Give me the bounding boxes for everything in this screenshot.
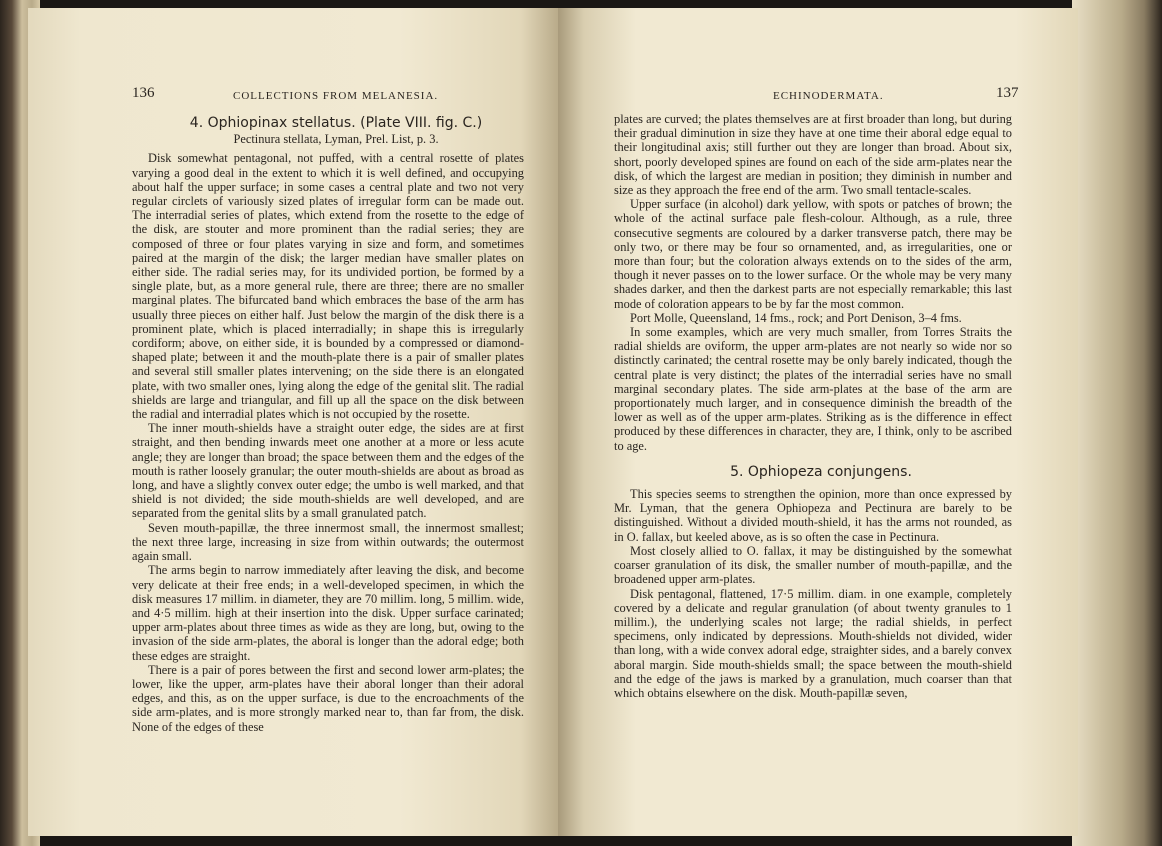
paragraph: The arms begin to narrow immediately after leaving the disk, and become very delicate at their free ends; in a well-developed specimen, in which the disk measures 17 millim. in diameter, they are 70 millim. long, 5 millim. wide, and 4·5 millim. high at their insertion into the disk. Upper surface carinated; upper arm-plates about three times as wide as they are long, but, owing to the invasion of the side arm-plates, the aboral is longer than the adoral edge; both these edges are straight. xyxy=(132,563,524,663)
paragraph: Port Molle, Queensland, 14 fms., rock; and Port Denison, 3–4 fms. xyxy=(630,310,962,325)
synonym-line: Pectinura stellata, Lyman, Prel. List, p. 3. xyxy=(233,132,439,147)
page-number: 136 xyxy=(132,85,155,101)
right-page-edges xyxy=(1072,0,1162,846)
paragraph: Disk somewhat pentagonal, not puffed, with a central rosette of plates varying a good deal in the extent to which it is well defined, and occupying about half the upper surface; in some cases a central plate and two not very regular circlets of variously sized plates of irregular form can be made out. The interradial series of plates, which extend from the rosette to the edge of the disk, are stouter and more prominent than the radial series; they are composed of three or four plates varying in size and form, and sometimes paired at the margin of the disk; the larger median have smaller plates on either side. The radial series may, for its undivided portion, be formed by a single plate, but, as a more general rule, there are three; there are no smaller marginal plates. The bifurcated band which embraces the base of the arm has usually three pieces on either half. Just below the margin of the disk there is a prominent plate, which is placed interradially; in shape this is irregularly cordiform; above, on either side, it is bounded by a compressed or diamond-shaped plate; between it and the mouth-plate there is a pair of smaller plates and several still smaller plates intervening; on the side there is an elongated plate, with two smaller ones, lying along the edge of the genital slit. The radial shields are large and triangular, and fill up all the space on the disk between the radial and interradial plates which is not occupied by the rosette. xyxy=(132,151,524,422)
paragraph: Most closely allied to O. fallax, it may be distinguished by the somewhat coarser granulation of its disk, the smaller number of mouth-papillæ, and the broadened upper arm-plates. xyxy=(614,543,1012,587)
right-text-column xyxy=(614,112,1012,700)
running-head: COLLECTIONS FROM MELANESIA. xyxy=(233,90,439,102)
right-page xyxy=(558,8,1078,836)
plate-reference: (Plate VIII. fig. C.) xyxy=(360,115,483,131)
paragraph: This species seems to strengthen the opinion, more than once expressed by Mr. Lyman, that the genera Ophiopeza and Pectinura are barely to be distinguished. Without a divided mouth-shield, it has the arms not rounded, as in O. fallax, but keeled above, as is so often the case in Pectinura. xyxy=(614,487,1012,544)
paragraph: Seven mouth-papillæ, the three innermost small, the innermost smallest; the next three large, increasing in size from within outwards; the outermost again small. xyxy=(132,520,524,564)
paragraph: There is a pair of pores between the first and second lower arm-plates; the lower, like the upper, arm-plates have their aboral longer than their adoral edges, and this, as on the upper surface, is due to the encroachments of the side arm-plates, and is more strongly marked near to, than far from, the disk. None of the edges of these xyxy=(132,662,524,734)
running-head: ECHINODERMATA. xyxy=(773,90,884,102)
section-heading: 5. Ophiopeza conjungens. xyxy=(730,463,912,480)
paragraph: The inner mouth-shields have a straight outer edge, the sides are at first straight, and then bending inwards meet one another at a more or less acute angle; they are longer than broad; the space between them and the edges of the mouth is rather loosely granular; the outer mouth-shields are about as broad as long, and have a slightly convex outer edge; the umbo is well marked, and that shield is not divided; the side mouth-shields are well developed, and are separated from the genital slits by a small granulated patch. xyxy=(132,421,524,521)
paragraph: In some examples, which are very much smaller, from Torres Straits the radial shields are oviform, the upper arm-plates are not nearly so wide nor so distinctly carinated; the central rosette may be only barely indicated, though the central plate is very distinct; the plates of the interradial series have no small marginal secondary plates. The side arm-plates at the base of the arm are proportionately much larger, and in consequence diminish the breadth of the lower as well as of the upper arm-plates. Striking as is the difference in effect produced by these differences in character, they are, I think, only to be ascribed to age. xyxy=(614,325,1012,453)
left-text-column xyxy=(132,116,524,734)
paragraph: plates are curved; the plates themselves are at first broader than long, but during their gradual diminution in size they have at one time their aboral edge equal to their longitudinal axis; still further out they are longer than broad. About six, short, poorly developed spines are found on each of the side arm-plates near the disk, of which the largest are median in position; they diminish in number and size as they approach the free end of the arm. Two small tentacle-scales. xyxy=(614,112,1012,198)
section-title: 4. Ophiopinax stellatus. xyxy=(189,115,356,131)
page-number: 137 xyxy=(996,85,1019,101)
section-heading xyxy=(132,116,524,130)
paragraph: Disk pentagonal, flattened, 17·5 millim. diam. in one example, completely covered by a delicate and regular granulation (of about twenty granules to 1 millim.), the underlying scales not large; the radial shields, in perfect specimens, only indicated by depressions. Mouth-shields not divided, wider than long, with a wide convex adoral edge, straighter sides, and a barely convex aboral margin. Side mouth-shields small; the space between the mouth-shield and the edge of the jaws is marked by a granulation, much coarser than that which obtains elsewhere on the disk. Mouth-papillæ seven, xyxy=(614,586,1012,700)
left-page xyxy=(28,8,558,836)
paragraph: Upper surface (in alcohol) dark yellow, with spots or patches of brown; the whole of the actinal surface pale flesh-colour. Although, as a rule, three consecutive segments are coloured by a darker transverse patch, there may be only two, or there may be four so ornamented, and, as irregularities, one or more than four; but the coloration always extends on to the sides of the arm, though it never passes on to the lower surface. Or the whole may be very many shades darker, and then the darkest parts are not especially remarkable; this last mode of coloration appears to be by far the most common. xyxy=(614,197,1012,311)
